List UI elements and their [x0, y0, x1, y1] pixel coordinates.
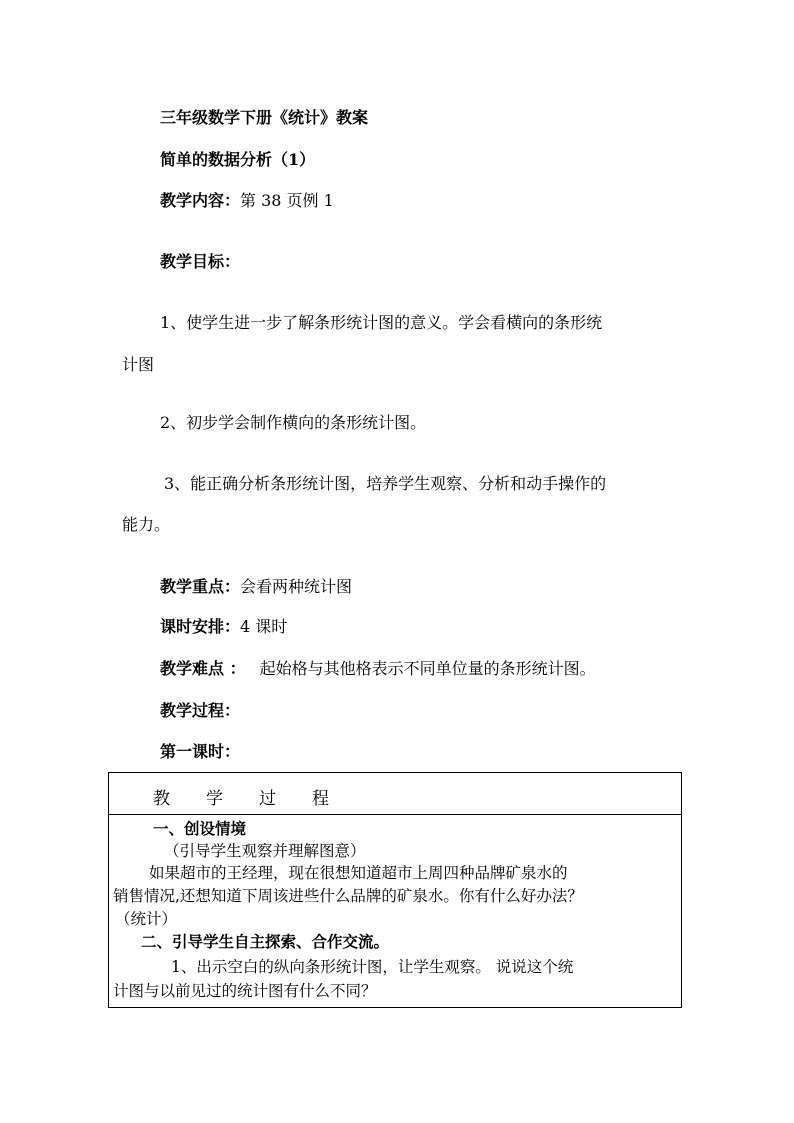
process-heading: 教学过程：	[160, 701, 241, 720]
step-1-title: 一、创设情境	[153, 819, 247, 838]
teaching-content-label: 教学内容：	[160, 191, 241, 210]
lesson-process-table	[108, 772, 682, 1008]
difficulty-value: 起始格与其他格表示不同单位量的条形统计图。	[259, 659, 596, 678]
objective-2: 2、初步学会制作横向的条形统计图。	[160, 413, 427, 432]
difficulty	[160, 659, 596, 679]
objective-3-line-2: 能力。	[122, 515, 171, 534]
objective-1-line-2: 计图	[122, 355, 155, 374]
difficulty-label: 教学难点 ：	[160, 659, 246, 678]
key-point-value: 会看两种统计图	[240, 577, 353, 596]
schedule	[160, 617, 287, 637]
step-2-paragraph-line-1: 1、出示空白的纵向条形统计图，让学生观察。 说说这个统	[171, 958, 574, 976]
objective-1-line-1: 1、使学生进一步了解条形统计图的意义。学会看横向的条形统	[160, 313, 603, 332]
table-body	[109, 815, 681, 1008]
document-title: 三年级数学下册《统计》教案	[160, 108, 369, 127]
first-lesson-heading: 第一课时：	[160, 742, 241, 761]
table-header-text: 教学过程	[153, 789, 365, 809]
document-subtitle: 简单的数据分析（1）	[160, 150, 316, 169]
objectives-heading: 教学目标：	[160, 252, 241, 271]
key-point-label: 教学重点：	[160, 577, 241, 596]
step-1-paragraph-line-1: 如果超市的王经理，现在很想知道超市上周四种品牌矿泉水的	[149, 864, 568, 882]
schedule-label: 课时安排：	[160, 617, 241, 636]
step-1-note: （引导学生观察并理解图意）	[164, 842, 366, 860]
step-2-paragraph-line-2: 计图与以前见过的统计图有什么不同？	[113, 982, 377, 1000]
schedule-value: 4 课时	[240, 617, 288, 636]
step-2-title: 二、引导学生自主探索、合作交流。	[141, 932, 390, 951]
teaching-content	[160, 191, 334, 211]
key-point	[160, 577, 352, 597]
table-header	[109, 773, 681, 815]
step-1-paragraph-line-2: 销售情况,还想知道下周该进些什么品牌的矿泉水。你有什么好办法？	[113, 887, 583, 905]
step-1-paragraph-line-3: （统计）	[115, 910, 178, 928]
teaching-content-value: 第 38 页例 1	[240, 191, 334, 210]
objective-3-line-1: 3、能正确分析条形统计图，培养学生观察、分析和动手操作的	[164, 474, 607, 493]
